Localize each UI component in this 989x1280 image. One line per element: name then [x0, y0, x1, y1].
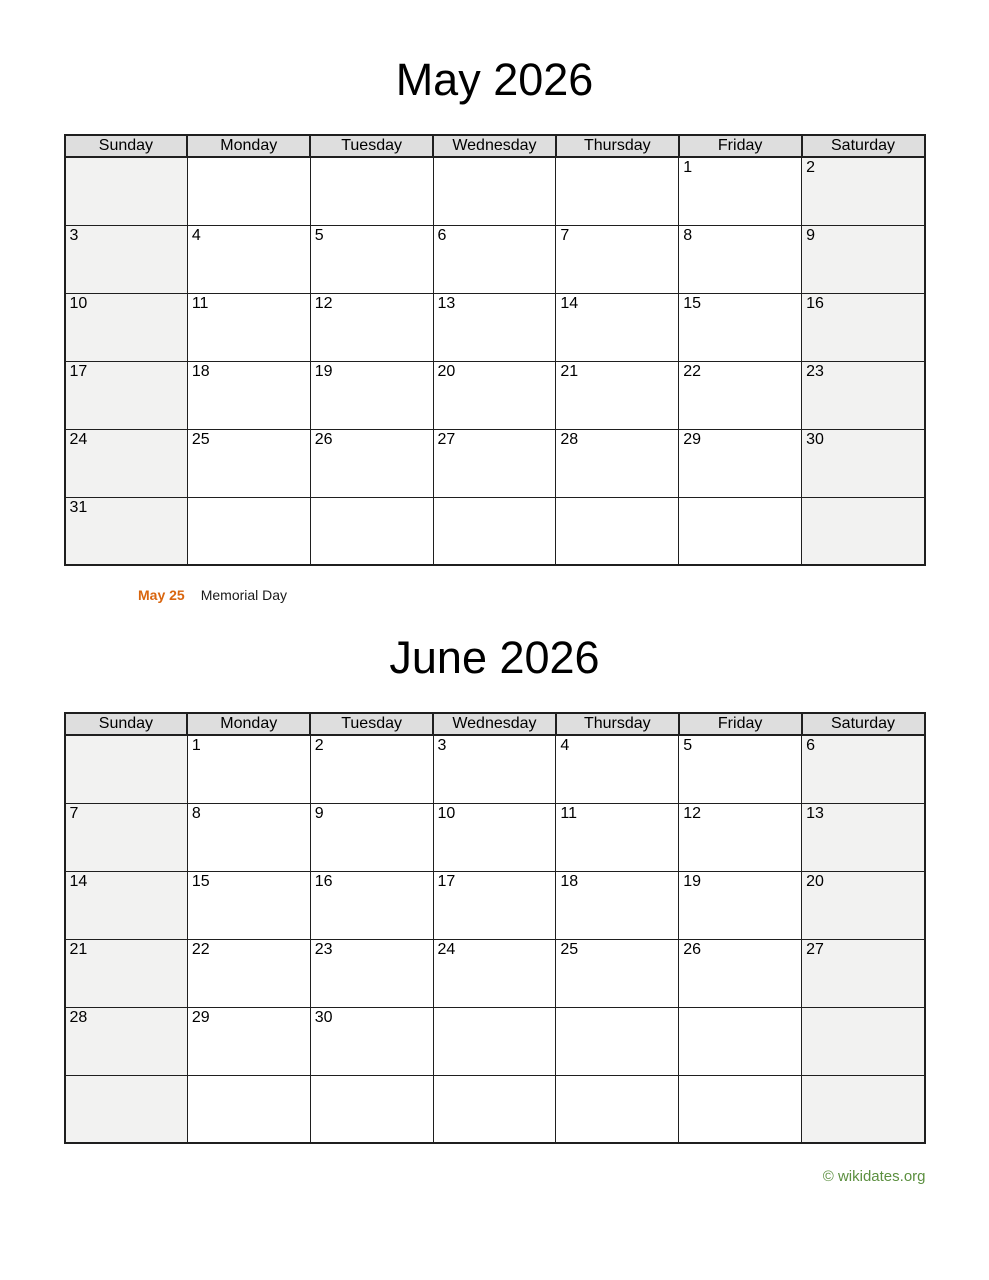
day-cell-empty: [679, 1075, 802, 1143]
day-cell-17: 17: [65, 361, 188, 429]
day-cell-15: 15: [679, 293, 802, 361]
day-cell-28: 28: [65, 1007, 188, 1075]
week-row: [65, 157, 925, 225]
day-cell-9: 9: [310, 803, 433, 871]
day-cell-6: 6: [802, 735, 925, 803]
day-cell-empty: [556, 1007, 679, 1075]
day-cell-1: 1: [187, 735, 310, 803]
day-cell-31: 31: [65, 497, 188, 565]
day-cell-empty: [556, 157, 679, 225]
week-row: [65, 939, 925, 1007]
day-cell-20: 20: [802, 871, 925, 939]
day-cell-14: 14: [65, 871, 188, 939]
day-cell-5: 5: [310, 225, 433, 293]
week-row: [65, 803, 925, 871]
day-cell-empty: [65, 735, 188, 803]
day-cell-11: 11: [556, 803, 679, 871]
day-cell-24: 24: [65, 429, 188, 497]
day-cell-7: 7: [556, 225, 679, 293]
day-cell-26: 26: [310, 429, 433, 497]
day-cell-empty: [187, 1075, 310, 1143]
day-cell-empty: [433, 157, 556, 225]
day-cell-empty: [65, 1075, 188, 1143]
day-cell-18: 18: [556, 871, 679, 939]
day-header-sunday: Sunday: [65, 713, 188, 735]
day-cell-empty: [556, 497, 679, 565]
june-day-header-row: [65, 713, 925, 735]
day-header-monday: Monday: [187, 713, 310, 735]
holiday-event-label: Memorial Day: [200, 587, 288, 603]
day-cell-empty: [433, 1075, 556, 1143]
day-cell-5: 5: [679, 735, 802, 803]
day-cell-12: 12: [679, 803, 802, 871]
day-cell-27: 27: [802, 939, 925, 1007]
day-cell-empty: [679, 1007, 802, 1075]
day-cell-24: 24: [433, 939, 556, 1007]
day-cell-10: 10: [433, 803, 556, 871]
day-cell-11: 11: [187, 293, 310, 361]
day-cell-25: 25: [187, 429, 310, 497]
day-cell-1: 1: [679, 157, 802, 225]
day-cell-empty: [802, 1075, 925, 1143]
june-calendar-table: [64, 712, 926, 1144]
day-header-sunday: Sunday: [65, 135, 188, 157]
copyright-footer: © wikidates.org: [822, 1168, 926, 1185]
day-cell-empty: [433, 497, 556, 565]
week-row: [65, 871, 925, 939]
week-row: [65, 361, 925, 429]
day-header-tuesday: Tuesday: [310, 713, 433, 735]
day-cell-21: 21: [65, 939, 188, 1007]
day-cell-10: 10: [65, 293, 188, 361]
day-cell-empty: [433, 1007, 556, 1075]
day-cell-22: 22: [187, 939, 310, 1007]
week-row: [65, 497, 925, 565]
day-cell-15: 15: [187, 871, 310, 939]
day-cell-23: 23: [310, 939, 433, 1007]
june-month-title: June 2026: [389, 632, 600, 683]
day-cell-8: 8: [187, 803, 310, 871]
day-header-tuesday: Tuesday: [310, 135, 433, 157]
day-cell-12: 12: [310, 293, 433, 361]
day-cell-empty: [310, 157, 433, 225]
day-header-monday: Monday: [187, 135, 310, 157]
day-cell-empty: [802, 1007, 925, 1075]
day-cell-7: 7: [65, 803, 188, 871]
week-row: [65, 429, 925, 497]
day-cell-empty: [802, 497, 925, 565]
day-cell-26: 26: [679, 939, 802, 1007]
day-cell-empty: [187, 157, 310, 225]
day-cell-3: 3: [65, 225, 188, 293]
day-cell-18: 18: [187, 361, 310, 429]
day-cell-20: 20: [433, 361, 556, 429]
day-cell-9: 9: [802, 225, 925, 293]
day-cell-23: 23: [802, 361, 925, 429]
day-cell-28: 28: [556, 429, 679, 497]
may-day-header-row: [65, 135, 925, 157]
day-cell-30: 30: [310, 1007, 433, 1075]
week-row: [65, 1007, 925, 1075]
day-cell-21: 21: [556, 361, 679, 429]
day-cell-29: 29: [187, 1007, 310, 1075]
day-cell-13: 13: [433, 293, 556, 361]
day-cell-4: 4: [187, 225, 310, 293]
day-cell-empty: [310, 497, 433, 565]
day-cell-6: 6: [433, 225, 556, 293]
day-cell-22: 22: [679, 361, 802, 429]
day-cell-27: 27: [433, 429, 556, 497]
week-row: [65, 735, 925, 803]
may-month-title: May 2026: [395, 54, 594, 105]
day-header-saturday: Saturday: [802, 713, 925, 735]
may-calendar-table: [64, 134, 926, 566]
day-header-thursday: Thursday: [556, 135, 679, 157]
week-row: [65, 293, 925, 361]
day-header-wednesday: Wednesday: [433, 713, 556, 735]
day-cell-16: 16: [310, 871, 433, 939]
day-cell-2: 2: [802, 157, 925, 225]
day-header-friday: Friday: [679, 713, 802, 735]
day-cell-4: 4: [556, 735, 679, 803]
day-cell-empty: [679, 497, 802, 565]
day-cell-25: 25: [556, 939, 679, 1007]
day-cell-19: 19: [310, 361, 433, 429]
day-cell-empty: [65, 157, 188, 225]
day-header-thursday: Thursday: [556, 713, 679, 735]
day-cell-8: 8: [679, 225, 802, 293]
day-cell-17: 17: [433, 871, 556, 939]
day-cell-empty: [556, 1075, 679, 1143]
holiday-date-label: May 25: [138, 587, 185, 603]
holiday-note: [138, 587, 989, 604]
day-header-saturday: Saturday: [802, 135, 925, 157]
day-cell-30: 30: [802, 429, 925, 497]
week-row: [65, 1075, 925, 1143]
day-cell-19: 19: [679, 871, 802, 939]
day-cell-16: 16: [802, 293, 925, 361]
day-cell-3: 3: [433, 735, 556, 803]
day-cell-29: 29: [679, 429, 802, 497]
day-cell-empty: [187, 497, 310, 565]
day-cell-14: 14: [556, 293, 679, 361]
day-header-wednesday: Wednesday: [433, 135, 556, 157]
day-cell-2: 2: [310, 735, 433, 803]
day-cell-empty: [310, 1075, 433, 1143]
day-header-friday: Friday: [679, 135, 802, 157]
day-cell-13: 13: [802, 803, 925, 871]
week-row: [65, 225, 925, 293]
